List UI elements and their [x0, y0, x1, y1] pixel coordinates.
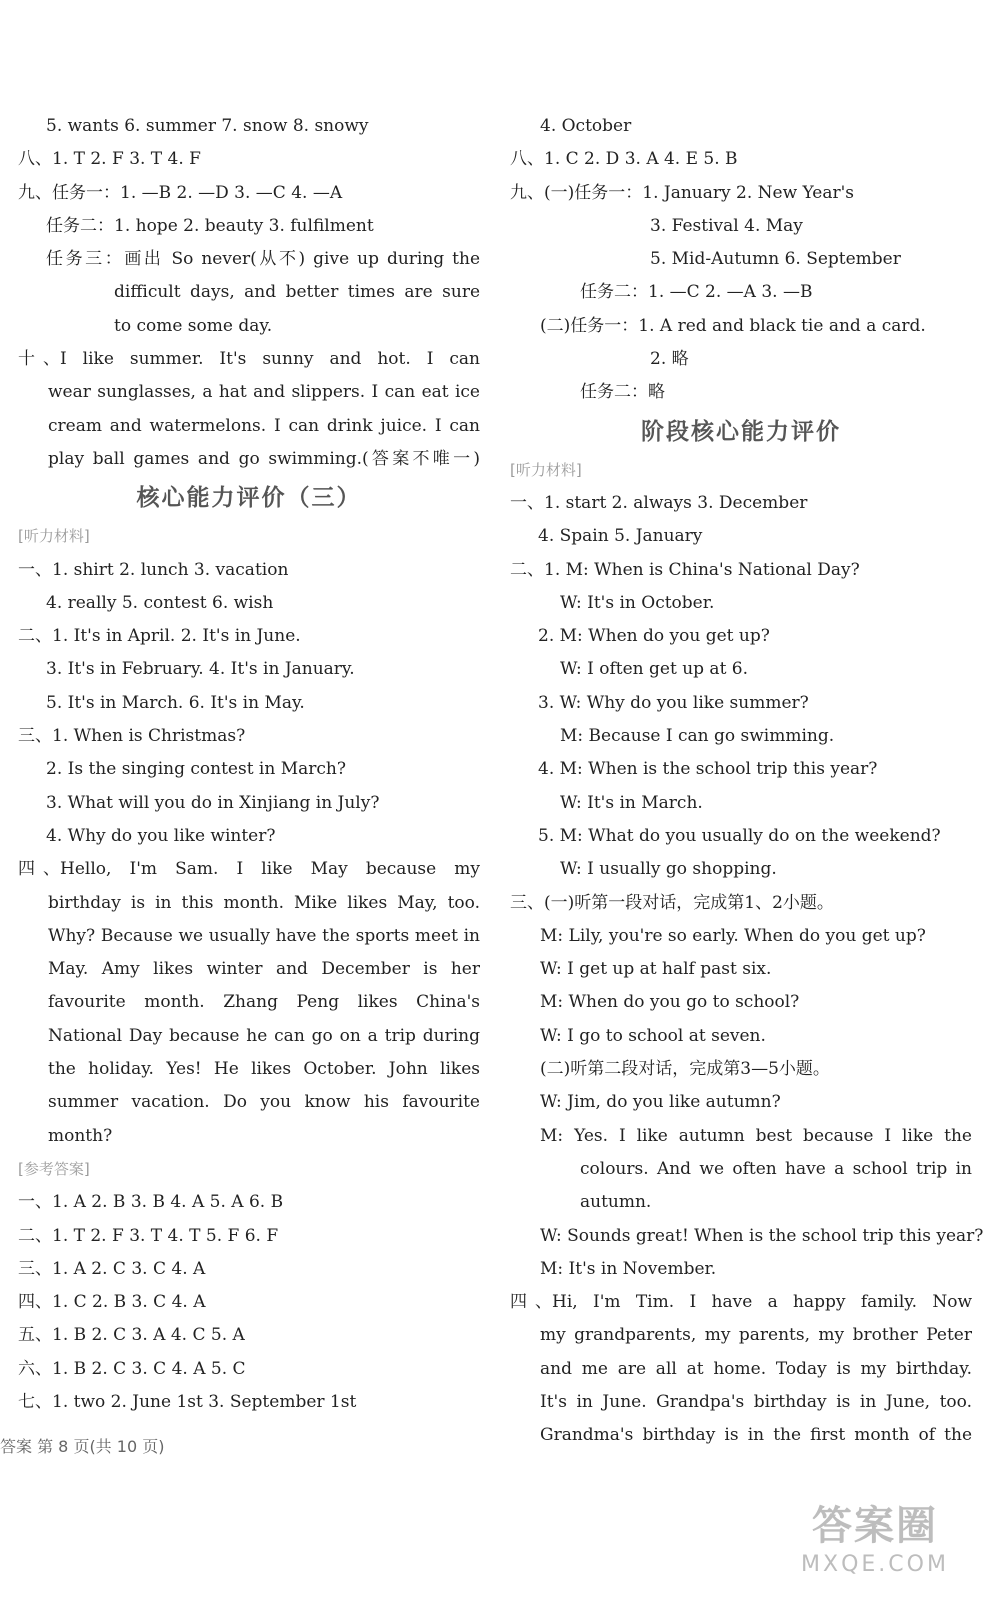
text-line: 三、1. When is Christmas? [18, 726, 246, 747]
text-line: 七、1. two 2. June 1st 3. September 1st [18, 1391, 357, 1412]
text-line: 3. It's in February. 4. It's in January. [46, 659, 355, 680]
text-line: autumn. [580, 1192, 652, 1213]
text-line: cream and watermelons. I can drink juice. I can [48, 415, 480, 436]
text-line: my grandparents, my parents, my brother Peter [540, 1325, 972, 1346]
text-line: the holiday. Yes! He likes October. John likes [48, 1059, 480, 1080]
text-line: W: I get up at half past six. [540, 959, 772, 980]
text-line: 5. wants 6. summer 7. snow 8. snowy [46, 116, 369, 136]
text-line: W: I often get up at 6. [560, 659, 749, 680]
text-line [18, 853, 480, 886]
text-line: 一、1. start 2. always 3. December [510, 492, 808, 513]
page-footer: 答案 第 8 页(共 10 页) [0, 1437, 165, 1456]
text-line: W: Jim, do you like autumn? [540, 1092, 781, 1113]
text-line: 一、1. A 2. B 3. B 4. A 5. A 6. B [18, 1192, 284, 1213]
text-line: 4. Spain 5. January [538, 526, 703, 547]
section-tag: [参考答案] [18, 1159, 90, 1178]
text-line: and me are all at home. Today is my birthday. [540, 1358, 972, 1379]
text-line: W: I usually go shopping. [560, 859, 777, 880]
section-tag: [听力材料] [510, 460, 582, 479]
text-line: 三、1. A 2. C 3. C 4. A [18, 1258, 206, 1279]
text-line: 3. What will you do in Xinjiang in July? [46, 792, 380, 813]
text-line: M: Lily, you're so early. When do you get up? [540, 925, 926, 946]
text-line: 八、1. C 2. D 3. A 4. E 5. B [510, 149, 738, 170]
text-line: 一、1. shirt 2. lunch 3. vacation [18, 559, 289, 580]
text-line: 九、(一)任务一：1. January 2. New Year's [510, 182, 854, 203]
text-line: Why? Because we usually have the sports meet in [48, 925, 480, 946]
text-line: 八、1. T 2. F 3. T 4. F [18, 149, 201, 170]
text-line [18, 343, 480, 376]
text-line: M: Yes. I like autumn best because I like the [540, 1125, 972, 1146]
text-line: W: Sounds great! When is the school trip this year? [540, 1225, 984, 1246]
text-line: Grandma's birthday is in the first month of the [540, 1425, 972, 1446]
text-line: M: When do you go to school? [540, 992, 800, 1013]
text-line: 3. Festival 4. May [650, 215, 803, 236]
text-line: colours. And we often have a school trip in [580, 1158, 972, 1179]
text-line: 5. It's in March. 6. It's in May. [46, 692, 305, 713]
section-heading: 核心能力评价（三） [136, 485, 362, 512]
text-line: 2. M: When do you get up? [538, 626, 770, 647]
text-line [510, 1286, 972, 1319]
text-line: 二、1. T 2. F 3. T 4. T 5. F 6. F [18, 1225, 279, 1246]
text-line: 四、1. C 2. B 3. C 4. A [18, 1292, 206, 1313]
text-line: W: It's in October. [560, 592, 715, 613]
text-line: 4. M: When is the school trip this year? [538, 759, 878, 780]
line-text: Hello, I'm Sam. I like May because my [60, 859, 480, 880]
text-line: play ball games and go swimming.(答案不唯一) [48, 448, 480, 469]
text-line: birthday is in this month. Mike likes May, too. [48, 892, 480, 913]
text-line: summer vacation. Do you know his favourite [48, 1092, 480, 1113]
text-line: 4. October [540, 116, 632, 136]
text-line: 5. M: What do you usually do on the weekend? [538, 825, 941, 846]
text-line: 九、任务一：1. —B 2. —D 3. —C 4. —A [18, 182, 343, 203]
text-line: 二、1. It's in April. 2. It's in June. [18, 626, 301, 647]
watermark-logo-text: 答案圈 [812, 1503, 938, 1549]
section-tag: [听力材料] [18, 527, 90, 546]
text-line: (二)听第二段对话，完成第3—5小题。 [540, 1059, 830, 1080]
text-line: National Day because he can go on a trip during [48, 1025, 480, 1046]
text-line: 任务二：1. —C 2. —A 3. —B [580, 282, 813, 303]
text-line: difficult days, and better times are sure [114, 282, 480, 303]
section-heading: 阶段核心能力评价 [641, 418, 841, 445]
text-line: 三、(一)听第一段对话，完成第1、2小题。 [510, 892, 834, 913]
watermark-logo [770, 1502, 980, 1592]
text-line: M: Because I can go swimming. [560, 726, 835, 747]
text-line: M: It's in November. [540, 1258, 717, 1279]
text-line: 任务三：画出 So never(从不) give up during the [46, 249, 480, 270]
text-line: 二、1. M: When is China's National Day? [510, 559, 860, 580]
text-line: 任务二：略 [580, 382, 665, 403]
text-line: 五、1. B 2. C 3. A 4. C 5. A [18, 1325, 245, 1346]
text-line: to come some day. [114, 315, 273, 336]
text-line: 5. Mid-Autumn 6. September [650, 249, 901, 270]
text-line: 3. W: Why do you like summer? [538, 692, 809, 713]
text-line: It's in June. Grandpa's birthday is in June, too. [540, 1391, 972, 1412]
line-text: I like summer. It's sunny and hot. I can [60, 349, 480, 370]
left-column [18, 110, 480, 1419]
text-line: month? [48, 1125, 113, 1146]
watermark-url: MXQE.COM [801, 1552, 949, 1577]
text-line: 4. Why do you like winter? [46, 825, 276, 846]
text-line: 2. Is the singing contest in March? [46, 759, 346, 780]
right-column [510, 110, 984, 1453]
text-line: W: I go to school at seven. [540, 1025, 766, 1046]
question-number: 十、 [18, 349, 60, 370]
question-number: 四、 [18, 859, 60, 880]
text-line: 六、1. B 2. C 3. C 4. A 5. C [18, 1358, 246, 1379]
text-line: favourite month. Zhang Peng likes China's [48, 992, 480, 1013]
text-line: May. Amy likes winter and December is her [48, 959, 480, 980]
text-line: wear sunglasses, a hat and slippers. I can eat ice [48, 382, 480, 403]
text-line: (二)任务一：1. A red and black tie and a card. [540, 315, 926, 336]
line-text: Hi, I'm Tim. I have a happy family. Now [552, 1292, 972, 1313]
question-number: 四、 [510, 1292, 552, 1313]
text-line: 任务二：1. hope 2. beauty 3. fulfilment [46, 215, 374, 236]
text-line: 4. really 5. contest 6. wish [46, 592, 274, 613]
text-line: 2. 略 [650, 349, 689, 370]
text-line: W: It's in March. [560, 792, 703, 813]
